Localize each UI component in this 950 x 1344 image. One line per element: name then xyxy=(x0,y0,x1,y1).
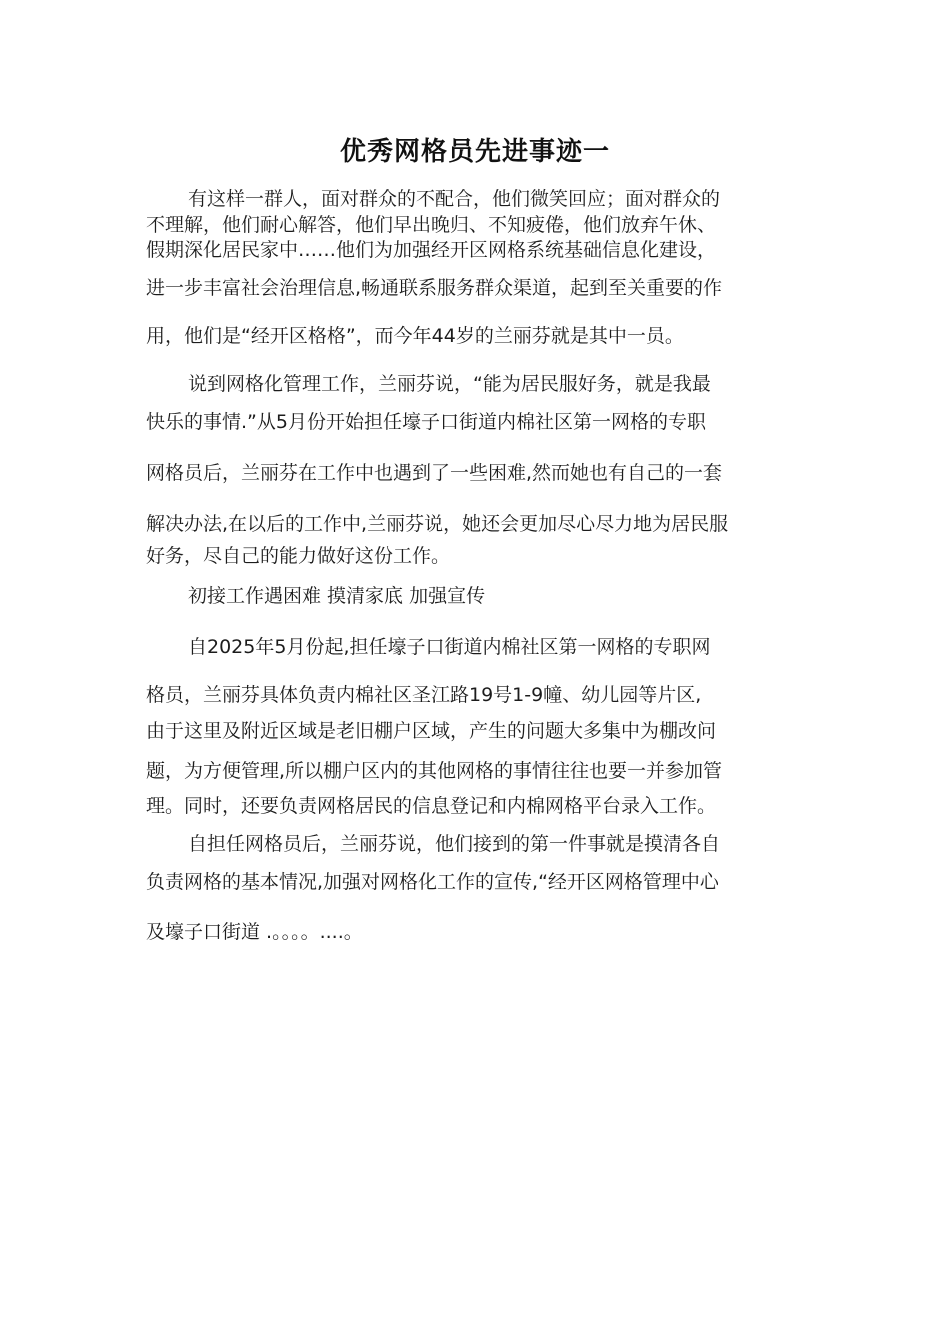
paragraph-line: 说到网格化管理工作，兰丽芬说，“能为居民服好务，就是我最 xyxy=(188,373,711,395)
paragraph-line: 不理解，他们耐心解答，他们早出晚归、不知疲倦，他们放弃午休、 xyxy=(146,214,717,236)
paragraph-line: 负责网格的基本情况,加强对网格化工作的宣传,“经开区网格管理中心 xyxy=(146,871,719,893)
paragraph-line: 用，他们是“经开区格格”，而今年44岁的兰丽芬就是其中一员。 xyxy=(146,325,684,347)
paragraph-line: 好务，尽自己的能力做好这份工作。 xyxy=(146,545,451,567)
paragraph-line: 自2025年5月份起,担任壕子口街道内棉社区第一网格的专职网 xyxy=(188,636,711,658)
paragraph-line: 自担任网格员后，兰丽芬说，他们接到的第一件事就是摸清各自 xyxy=(188,833,721,855)
paragraph-line: 进一步丰富社会治理信息,畅通联系服务群众渠道，起到至关重要的作 xyxy=(146,277,723,299)
paragraph-line: 及壕子口街道 .。。。。....。 xyxy=(146,921,363,943)
paragraph-line: 快乐的事情.”从5月份开始担任壕子口街道内棉社区第一网格的专职 xyxy=(146,411,706,433)
paragraph-line: 假期深化居民家中……他们为加强经开区网格系统基础信息化建设， xyxy=(146,239,717,261)
paragraph-line: 有这样一群人，面对群众的不配合，他们微笑回应；面对群众的 xyxy=(188,188,721,210)
paragraph-line: 解决办法,在以后的工作中,兰丽芬说，她还会更加尽心尽力地为居民服 xyxy=(146,513,729,535)
section-subheading: 初接工作遇困难 摸清家底 加强宣传 xyxy=(188,585,486,607)
paragraph-line: 格员，兰丽芬具体负责内棉社区圣江路19号1-9幢、幼儿园等片区, xyxy=(146,684,702,706)
paragraph-line: 网格员后，兰丽芬在工作中也遇到了一些困难,然而她也有自己的一套 xyxy=(146,462,723,484)
paragraph-line: 题，为方便管理,所以棚户区内的其他网格的事情往往也要一并参加管 xyxy=(146,760,723,782)
paragraph-line: 由于这里及附近区域是老旧棚户区域，产生的问题大多集中为棚改问 xyxy=(146,720,717,742)
document-title: 优秀网格员先进事迹一 xyxy=(339,137,610,167)
paragraph-line: 理。同时，还要负责网格居民的信息登记和内棉网格平台录入工作。 xyxy=(146,795,717,817)
